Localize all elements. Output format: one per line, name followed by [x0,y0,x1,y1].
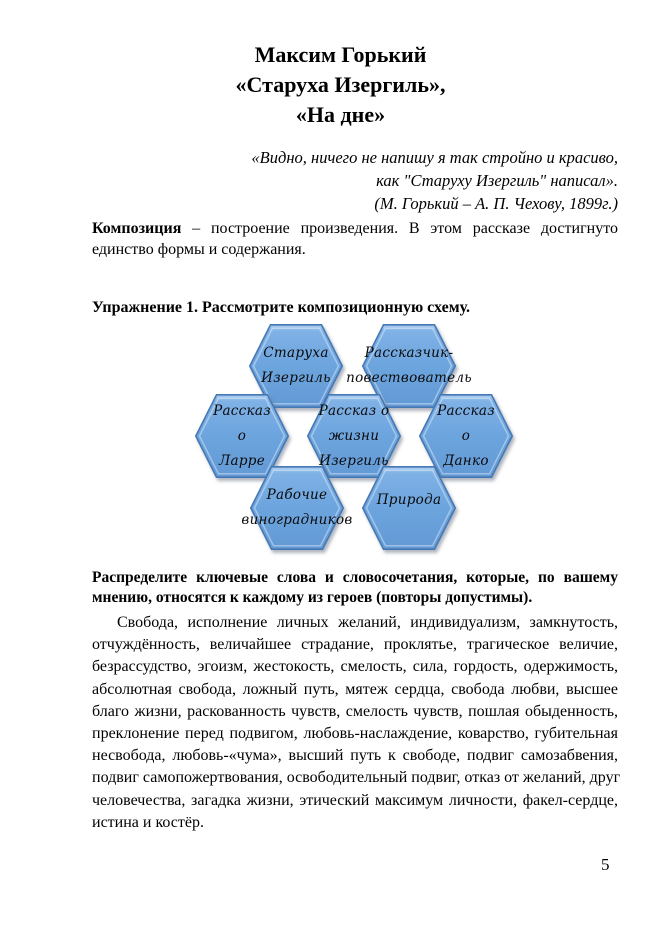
term-kompozitsiya: Композиция [92,220,182,237]
keywords-line: человечества, загадка жизни, этический максимум личности, факел-сердце, [92,791,618,809]
paragraph-line: Композиция – построение произведения. В этом рассказе достигнуто [92,220,618,237]
keywords-line: Свобода, исполнение личных желаний, индивидуализм, замкнутость, [117,614,618,631]
page-number: 5 [601,855,610,874]
hexagon-rabochie-vinogradnikov [241,466,353,550]
keywords-paragraph [92,612,621,834]
hexagon-label: Рабочие виноградников [241,487,353,528]
epigraph-line: как "Старуху Изергиль" написал». [376,171,618,190]
task-line: Распределите ключевые слова и словосочетания, которые, по вашему [92,569,618,586]
keywords-line: преклонение перед подвигом, любовь-наслаждение, коварство, губительная [92,725,618,743]
title-line-1: Максим Горький [254,42,427,67]
keywords-line: абсолютная свобода, ложный путь, мятеж сердца, свобода любви, высшее [92,680,618,698]
epigraph [92,146,618,215]
keywords-line: благо жизни, раскованность чувств, смелость чувств, пошлая обыденность, [92,702,618,720]
keywords-line: безрассудство, эгоизм, жестокость, смелость, сила, гордость, одержимость, [92,658,618,676]
keywords-line: истина и костёр. [92,813,204,831]
hexagon-label: Природа [376,491,442,508]
task-line: мнению, относятся к каждому из героев (повторы допустимы). [92,588,533,606]
hexagon-label: Рассказ о Ларре [213,402,271,469]
hexagon-label: Старуха Изергиль [261,345,331,386]
keywords-line: несвобода, любовь-«чума», высший путь к свободе, подвиг самозабвения, [92,747,618,765]
epigraph-line: «Видно, ничего не напишу я так стройно и красиво, [251,148,618,167]
title-line-2: «Старуха Изергиль», [235,72,446,97]
composition-definition-paragraph [92,219,618,260]
hexagon-label: Рассказчик- повествователь [346,345,472,386]
hexagon-priroda [362,466,456,550]
keywords-line: отчуждённость, величайшее страдание, проклятье, трагическое величие, [92,636,618,654]
exercise-heading: Упражнение 1. Рассмотрите композиционную схему. [92,299,471,316]
paragraph-line: единство формы и содержания. [92,240,306,258]
hexagon-label: Рассказ о жизни Изергиль [318,402,390,469]
epigraph-attribution: (М. Горький – А. П. Чехову, 1899г.) [374,194,618,213]
keywords-line: подвиг самопожертвования, освободительный подвиг, отказ от желаний, друг [92,769,621,787]
hexagon-label: Рассказ о Данко [437,402,495,469]
task-paragraph [92,568,618,607]
title-line-3: «На дне» [295,102,386,127]
page-title [92,40,589,130]
